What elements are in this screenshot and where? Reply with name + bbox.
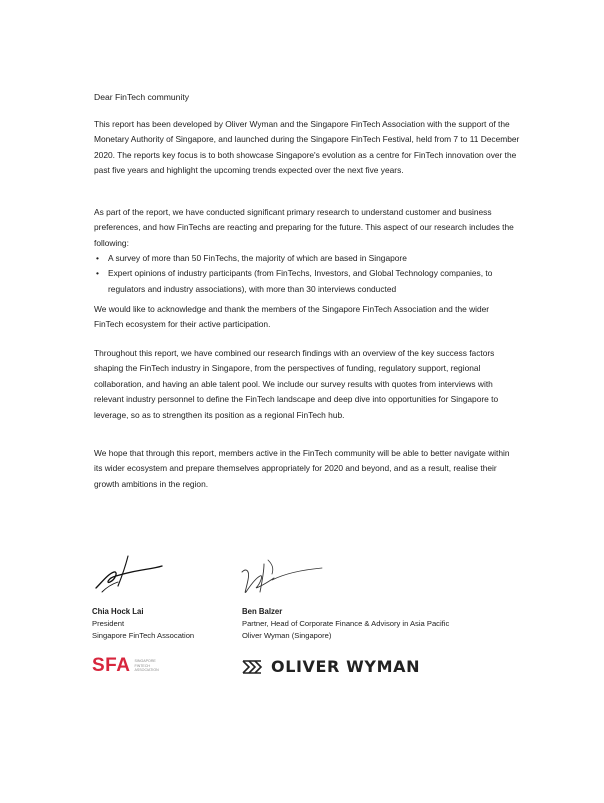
bullet-icon: • xyxy=(96,268,99,279)
signatory-org: Singapore FinTech Assocation xyxy=(92,631,195,640)
salutation: Dear FinTech community xyxy=(94,92,190,102)
oliver-wyman-logo-text: OLIVER WYMAN xyxy=(271,657,421,676)
paragraph-acknowledgement: We would like to acknowledge and thank the members of the Singapore FinTech Association and the wider FinTech ecosystem for their active participation. xyxy=(94,304,490,330)
sfa-logo-line: ASSOCIATION xyxy=(134,668,159,673)
signatory-title: Partner, Head of Corporate Finance & Advisory in Asia Pacific xyxy=(242,619,450,628)
paragraph-research: As part of the report, we have conducted significant primary research to understand customer and business preferences, and how FinTechs are reacting and preparing for the future. This aspect of our research includes the following: xyxy=(94,207,514,248)
sfa-logo xyxy=(92,655,159,677)
sfa-logo-subtitle xyxy=(134,659,158,672)
signatory-title: President xyxy=(92,619,125,628)
signatory-2 xyxy=(242,606,449,642)
signatory-1 xyxy=(92,606,194,642)
sfa-logo-line: SINGAPORE xyxy=(134,659,156,664)
sfa-logo-mark: SFA xyxy=(92,655,131,676)
oliver-wyman-mark-icon xyxy=(241,659,265,675)
signature-ben-balzer xyxy=(238,558,324,598)
research-bullet-list xyxy=(94,251,520,297)
signatory-org: Oliver Wyman (Singapore) xyxy=(242,631,332,640)
list-item xyxy=(94,251,520,266)
list-item xyxy=(94,266,520,297)
bullet-text: A survey of more than 50 FinTechs, the majority of which are based in Singapore xyxy=(108,253,407,263)
bullet-text: Expert opinions of industry participants (from FinTechs, Investors, and Global Technology companies, to regulators and industry associations), with more than 30 interviews conducted xyxy=(108,268,493,294)
paragraph-findings: Throughout this report, we have combined our research findings with an overview of the key success factors shaping the FinTech industry in Singapore, from the perspectives of funding, regulatory support, regional collaboration, and having an able talent pool. We include our survey results with quotes from interviews with relevant industry personnel to define the FinTech landscape and deep dive into opportunities for Singapore to leverage, so as to strengthen its position as a regional FinTech hub. xyxy=(94,348,499,420)
oliver-wyman-logo xyxy=(241,657,420,676)
bullet-icon: • xyxy=(96,253,99,263)
paragraph-closing: We hope that through this report, members active in the FinTech community will be able to better navigate within its wider ecosystem and prepare themselves appropriately for 2020 and beyond, and as a result, realise their growth ambitions in the region. xyxy=(94,448,510,489)
paragraph-intro: This report has been developed by Oliver Wyman and the Singapore FinTech Association with the support of the Monetary Authority of Singapore, and launched during the Singapore FinTech Festival, held from 7 to 11 December 2020. The reports key focus is to both showcase Singapore's evolution as a centre for FinTech innovation over the past five years and highlight the upcoming trends expected over the next five years. xyxy=(94,119,520,176)
sfa-logo-line: FINTECH xyxy=(134,663,151,668)
signatory-name: Ben Balzer xyxy=(242,607,283,616)
signatory-name: Chia Hock Lai xyxy=(92,607,144,616)
signature-chia-hock-lai xyxy=(92,552,164,596)
